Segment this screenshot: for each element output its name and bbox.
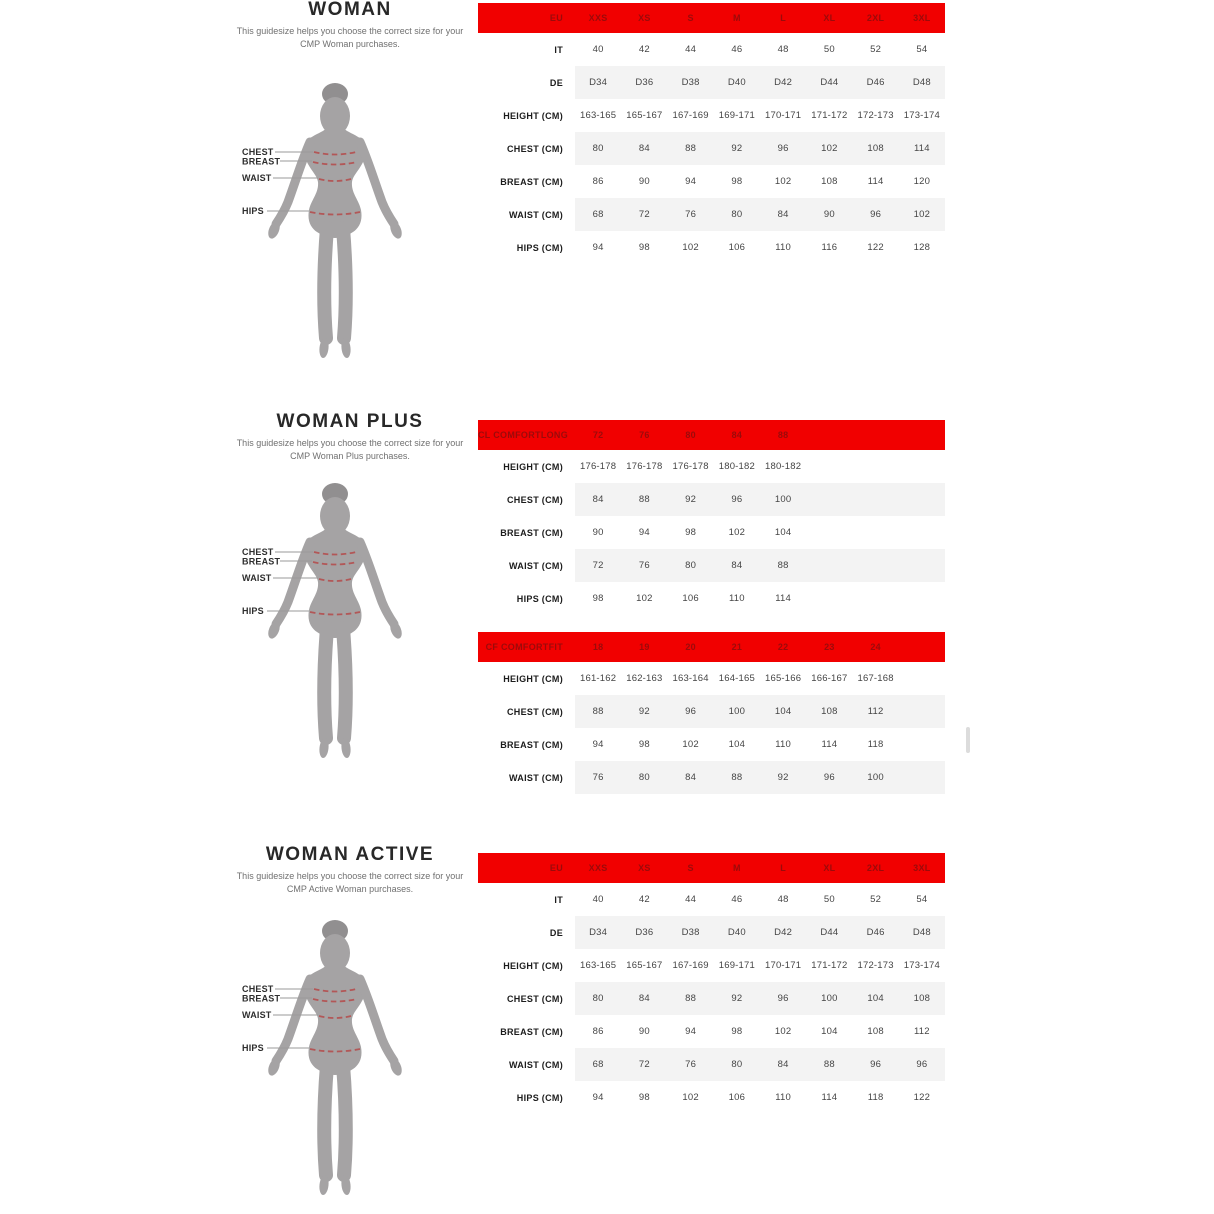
row-label: WAIST (CM) [509,1059,563,1070]
cell-value: 94 [592,242,604,253]
table-row [478,916,945,949]
table-header-row [478,3,945,33]
size-column-header: 80 [685,430,696,440]
cell-value: 110 [775,1092,791,1103]
scrollbar-thumb[interactable] [966,727,970,753]
row-label: HIPS (CM) [516,593,563,604]
cell-value: 94 [592,739,604,750]
cell-value: 86 [592,1026,604,1037]
cell-value: 76 [638,560,650,571]
right-leg [343,1065,346,1175]
table-row [478,516,945,549]
left-arm [276,542,310,624]
row-label: CHEST (CM) [507,706,563,717]
cell-value: D46 [866,927,885,938]
cell-value: 84 [777,209,789,220]
cell-value: 165-167 [626,110,663,121]
size-table [478,853,945,1114]
row-label: BREAST (CM) [500,527,563,538]
size-column-header: 18 [592,642,604,652]
section-woman-plus-tables [478,420,945,794]
cell-value: 72 [638,1059,650,1070]
row-label: HIPS (CM) [516,242,563,253]
size-column-header: XL [823,863,836,873]
cell-value: 104 [867,993,884,1004]
cell-value: 80 [731,1059,743,1070]
cell-value: 114 [821,1092,838,1103]
cell-value: 171-172 [811,110,848,121]
row-label: CHEST (CM) [507,494,563,505]
cell-value: 100 [867,772,884,783]
row-label: HEIGHT (CM) [503,110,563,121]
cell-value: 167-169 [672,110,709,121]
row-label: HEIGHT (CM) [503,960,563,971]
cell-value: 48 [777,894,789,905]
page-title: WOMAN [308,0,392,20]
cell-value: 98 [638,1092,650,1103]
right-arm [360,979,394,1061]
size-table [478,420,945,615]
cell-value: 163-164 [672,673,709,684]
cell-value: 161-162 [579,673,617,684]
size-table [478,632,945,794]
table-header-label: EU [549,13,563,23]
cell-value: 80 [592,143,604,154]
cell-value: 94 [592,1092,604,1103]
size-column-header: 3XL [913,863,931,873]
size-table [478,3,945,264]
size-column-header: 88 [777,430,789,440]
size-column-header: 24 [870,642,881,652]
left-arm [276,142,310,224]
table-row [478,1015,945,1048]
cell-value: 173-174 [903,960,940,971]
table-header-label: EU [549,863,563,873]
page-title: WOMAN PLUS [276,411,424,432]
cell-value: 171-172 [811,960,848,971]
cell-value: 102 [728,527,746,538]
table-row [478,728,945,761]
cell-value: 92 [638,706,650,717]
cell-value: 169-171 [718,960,755,971]
cell-value: 114 [821,739,838,750]
cell-value: 68 [592,209,604,220]
waist-label: WAIST [242,1010,272,1021]
cell-value: 106 [728,242,746,253]
cell-value: 84 [731,560,743,571]
table-row [478,165,945,198]
table-row [478,549,945,582]
cell-value: 88 [731,772,743,783]
cell-value: 100 [728,706,746,717]
cell-value: 106 [682,593,699,604]
table-row [478,198,945,231]
cell-value: 100 [774,494,792,505]
cell-value: 176-178 [626,461,663,472]
size-column-header: S [687,863,694,873]
cell-value: 50 [823,894,835,905]
page-title: WOMAN ACTIVE [265,844,435,865]
cell-value: 96 [777,993,789,1004]
cell-value: 114 [867,176,884,187]
cell-value: 164-165 [718,673,755,684]
size-column-header: M [732,863,741,873]
cell-value: 88 [638,494,650,505]
right-leg [343,228,346,338]
cell-value: 96 [870,1059,882,1070]
table-row [478,99,945,132]
cell-value: 44 [685,894,697,905]
breast-label: BREAST [242,556,281,567]
cell-value: 96 [916,1059,928,1070]
cell-value: 169-171 [718,110,755,121]
table-row [478,883,945,916]
cell-value: 128 [913,242,931,253]
cell-value: 102 [774,176,792,187]
cell-value: 163-165 [579,960,617,971]
right-arm [360,142,394,224]
size-column-header: 2XL [866,13,885,23]
cell-value: 84 [592,494,604,505]
cell-value: 52 [870,894,882,905]
cell-value: 100 [821,993,838,1004]
table-header-row [478,420,945,450]
cell-value: 50 [823,44,835,55]
row-label: WAIST (CM) [509,209,563,220]
row-label: BREAST (CM) [500,1026,563,1037]
section-woman-active-intro [230,845,470,1214]
table-row [478,982,945,1015]
table-row [478,1048,945,1081]
cell-value: 108 [821,706,838,717]
table-row [478,582,945,615]
size-column-header: 84 [731,430,743,440]
size-column-header: 23 [824,642,835,652]
cell-value: 116 [821,242,838,253]
cell-value: 92 [731,143,743,154]
size-column-header: L [780,13,787,23]
cell-value: D48 [912,77,931,88]
cell-value: 96 [685,706,697,717]
cell-value: 46 [731,44,743,55]
cell-value: 118 [867,739,884,750]
woman-figure-illustration [230,80,470,380]
cell-value: 94 [638,527,650,538]
cell-value: 52 [870,44,882,55]
row-label: HIPS (CM) [516,1092,563,1103]
size-column-header: XS [638,863,651,873]
cell-value: D36 [635,927,654,938]
section-woman-tables [478,3,945,264]
table-header-row [478,853,945,883]
hips-label: HIPS [242,1043,264,1054]
cell-value: 96 [823,772,835,783]
cell-value: 86 [592,176,604,187]
row-label: BREAST (CM) [500,176,563,187]
cell-value: 167-169 [672,960,709,971]
cell-value: 120 [913,176,931,187]
row-label: CHEST (CM) [507,993,563,1004]
cell-value: 118 [867,1092,884,1103]
cell-value: 162-163 [626,673,663,684]
cell-value: 170-171 [764,960,802,971]
cell-value: 176-178 [579,461,617,472]
cell-value: 90 [823,209,835,220]
hips-label: HIPS [242,206,264,217]
cell-value: 98 [731,176,743,187]
left-arm [276,979,310,1061]
cell-value: D38 [681,927,700,938]
cell-value: 96 [777,143,789,154]
cell-value: D34 [589,77,608,88]
cell-value: 88 [592,706,604,717]
size-column-header: 22 [777,642,789,652]
cell-value: 110 [729,593,745,604]
row-label: BREAST (CM) [500,739,563,750]
size-column-header: L [780,863,787,873]
cell-value: 88 [685,993,697,1004]
cell-value: 170-171 [764,110,802,121]
section-woman-plus-intro [230,412,470,780]
cell-value: 80 [685,560,697,571]
cell-value: 102 [636,593,653,604]
cell-value: 114 [914,143,930,154]
cell-value: 94 [685,1026,697,1037]
cell-value: 172-173 [857,960,894,971]
cell-value: 166-167 [811,673,848,684]
cell-value: 180-182 [764,461,802,472]
size-column-header: S [687,13,694,23]
row-label: DE [549,927,563,938]
cell-value: 40 [592,44,604,55]
row-label: HEIGHT (CM) [503,461,563,472]
size-column-header: 72 [592,430,604,440]
size-column-header: 3XL [913,13,931,23]
cell-value: 102 [682,1092,699,1103]
section-woman-active-tables [478,853,945,1114]
cell-value: 84 [638,993,650,1004]
chest-label: CHEST [242,147,274,158]
cell-value: 102 [821,143,838,154]
cell-value: 90 [638,176,650,187]
cell-value: D40 [727,927,746,938]
cell-value: 98 [638,739,650,750]
chest-label: CHEST [242,547,274,558]
section-subtitle: This guidesize helps you choose the correct size for your CMP Active Woman purchases. [236,871,464,894]
size-column-header: XL [823,13,836,23]
table-row [478,33,945,66]
table-row [478,949,945,982]
cell-value: 44 [685,44,697,55]
cell-value: 104 [774,527,792,538]
left-leg [324,228,327,338]
cell-value: D38 [681,77,700,88]
cell-value: 112 [914,1026,930,1037]
cell-value: 76 [592,772,604,783]
cell-value: 92 [777,772,789,783]
size-column-header: 2XL [866,863,885,873]
cell-value: 102 [682,242,699,253]
size-column-header: M [732,13,741,23]
cell-value: 40 [592,894,604,905]
waist-label: WAIST [242,173,272,184]
cell-value: 84 [685,772,697,783]
row-label: IT [554,894,563,905]
cell-value: 80 [638,772,650,783]
cell-value: 92 [731,993,743,1004]
row-label: HEIGHT (CM) [503,673,563,684]
row-label: CHEST (CM) [507,143,563,154]
woman-figure-illustration [230,480,470,780]
size-column-header: 76 [639,430,650,440]
cell-value: 96 [870,209,882,220]
cell-value: 72 [592,560,604,571]
cell-value: 68 [592,1059,604,1070]
table-row [478,231,945,264]
cell-value: 80 [731,209,743,220]
size-column-header: 21 [731,642,743,652]
section-subtitle: This guidesize helps you choose the correct size for your CMP Woman Plus purchases. [236,438,464,461]
section-subtitle: This guidesize helps you choose the correct size for your CMP Woman purchases. [236,26,464,49]
right-arm [360,542,394,624]
cell-value: D34 [589,927,608,938]
chest-label: CHEST [242,984,274,995]
woman-figure-illustration [230,917,470,1214]
cell-value: 122 [867,242,884,253]
cell-value: 122 [913,1092,931,1103]
cell-value: 102 [913,209,931,220]
row-label: WAIST (CM) [509,772,563,783]
breast-label: BREAST [242,993,281,1004]
cell-value: 76 [685,1059,697,1070]
cell-value: 76 [685,209,697,220]
left-leg [324,628,327,738]
cell-value: 98 [592,593,604,604]
cell-value: 88 [685,143,697,154]
cell-value: 88 [823,1059,835,1070]
cell-value: 48 [777,44,789,55]
cell-value: 72 [638,209,650,220]
cell-value: D42 [774,927,793,938]
cell-value: 106 [728,1092,746,1103]
hips-label: HIPS [242,606,264,617]
table-row [478,66,945,99]
cell-value: 172-173 [857,110,894,121]
cell-value: 165-167 [626,960,663,971]
cell-value: 42 [638,894,650,905]
row-label: DE [549,77,563,88]
cell-value: 180-182 [718,461,755,472]
cell-value: 108 [867,1026,884,1037]
section-woman-intro [230,0,470,380]
cell-value: 104 [774,706,792,717]
cell-value: 167-168 [857,673,894,684]
cell-value: 80 [592,993,604,1004]
table-row [478,483,945,516]
table-header-label: CL COMFORTLONG [478,430,569,440]
cell-value: 102 [774,1026,792,1037]
cell-value: 90 [592,527,604,538]
cell-value: 88 [777,560,789,571]
cell-value: 92 [685,494,697,505]
cell-value: 98 [731,1026,743,1037]
row-label: IT [554,44,563,55]
table-row [478,132,945,165]
cell-value: 163-165 [579,110,617,121]
breast-label: BREAST [242,156,281,167]
cell-value: 104 [728,739,746,750]
cell-value: 54 [916,44,928,55]
cell-value: 94 [685,176,697,187]
cell-value: 176-178 [672,461,709,472]
size-column-header: 19 [639,642,650,652]
cell-value: D46 [866,77,885,88]
table-header-row [478,632,945,662]
cell-value: D42 [774,77,793,88]
size-column-header: XXS [588,863,608,873]
cell-value: D36 [635,77,654,88]
size-column-header: XS [638,13,651,23]
left-leg [324,1065,327,1175]
table-row [478,695,945,728]
table-row [478,1081,945,1114]
cell-value: 98 [685,527,697,538]
right-leg [343,628,346,738]
cell-value: 108 [821,176,838,187]
cell-value: 108 [913,993,931,1004]
cell-value: 165-166 [764,673,802,684]
cell-value: 112 [867,706,884,717]
cell-value: 98 [638,242,650,253]
row-label: WAIST (CM) [509,560,563,571]
cell-value: D44 [820,927,839,938]
cell-value: 173-174 [903,110,940,121]
cell-value: 84 [638,143,650,154]
cell-value: 96 [731,494,743,505]
cell-value: 110 [775,242,791,253]
table-row [478,761,945,794]
table-row [478,450,945,483]
cell-value: 46 [731,894,743,905]
table-header-label: CF COMFORTFIT [485,642,563,652]
cell-value: 90 [638,1026,650,1037]
cell-value: 110 [775,739,791,750]
waist-label: WAIST [242,573,272,584]
cell-value: 102 [682,739,699,750]
cell-value: 84 [777,1059,789,1070]
cell-value: 42 [638,44,650,55]
cell-value: D48 [912,927,931,938]
cell-value: 104 [821,1026,838,1037]
cell-value: D44 [820,77,839,88]
cell-value: D40 [727,77,746,88]
size-column-header: 20 [685,642,696,652]
cell-value: 54 [916,894,928,905]
cell-value: 108 [867,143,884,154]
table-row [478,662,945,695]
cell-value: 114 [775,593,791,604]
size-column-header: XXS [588,13,608,23]
